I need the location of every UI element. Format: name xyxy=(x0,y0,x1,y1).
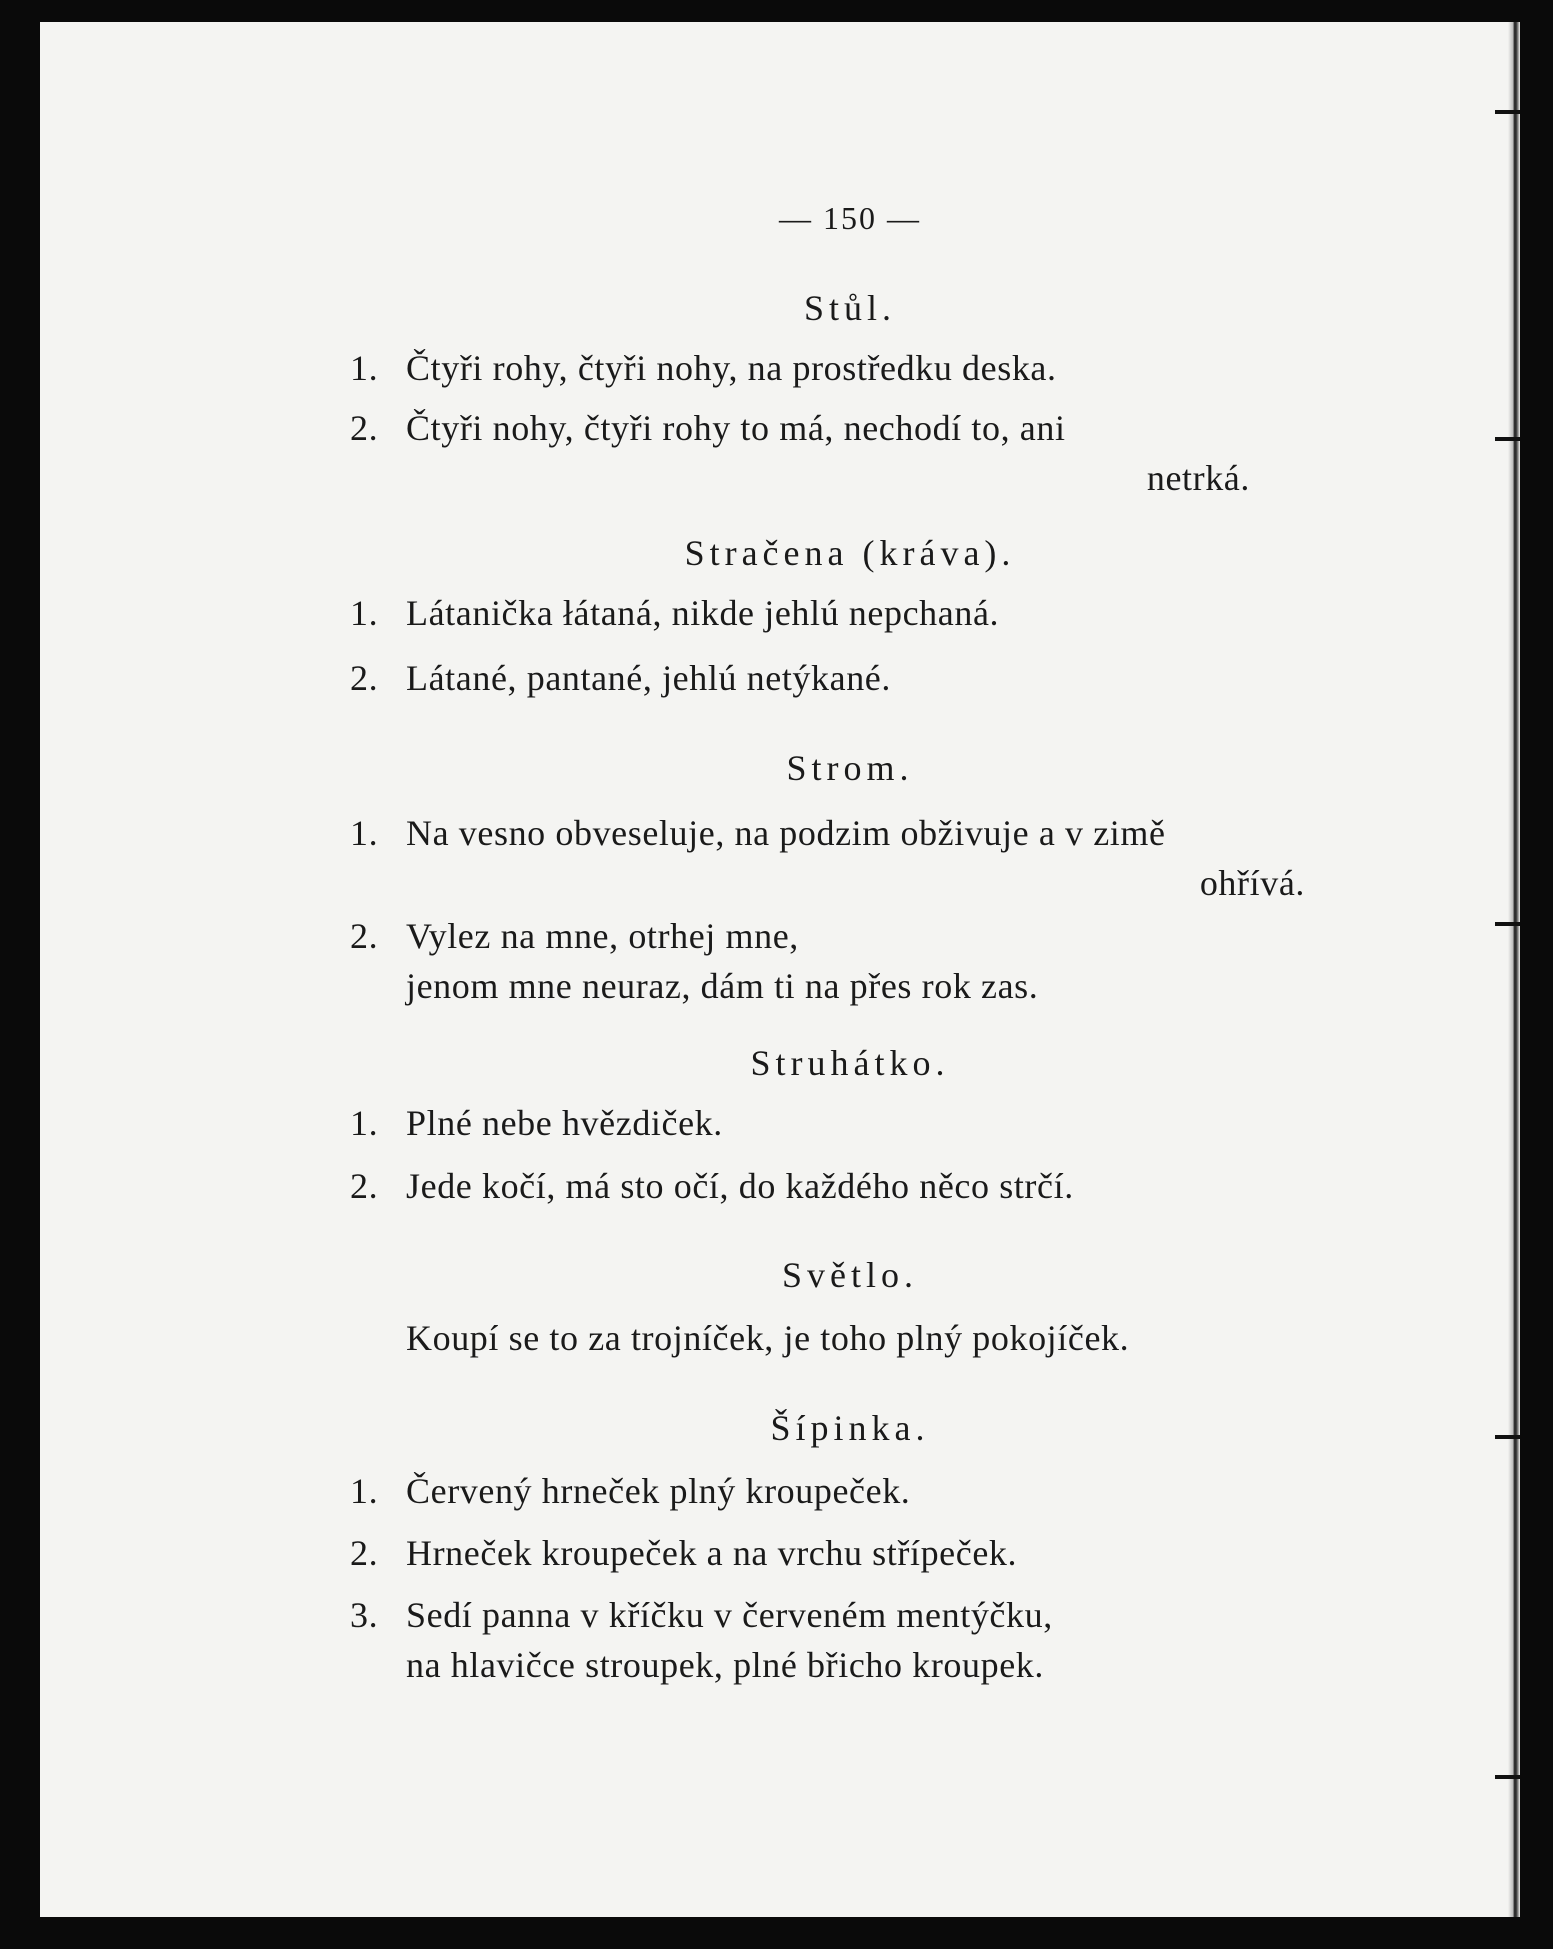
item-number: 1. xyxy=(350,348,379,388)
riddle-item xyxy=(40,1470,1520,1520)
riddle-item xyxy=(40,1317,1520,1367)
item-number: 1. xyxy=(350,813,379,853)
item-text: Sedí panna v kříčku v červeném mentýčku, xyxy=(406,1595,1053,1635)
item-number: 3. xyxy=(350,1595,379,1635)
page-number: — 150 — xyxy=(779,200,921,236)
item-number: 2. xyxy=(350,408,379,448)
section-heading-stul: Stůl. xyxy=(803,288,897,328)
book-page xyxy=(40,22,1520,1917)
riddle-item xyxy=(40,592,1520,642)
riddle-continuation xyxy=(40,862,1520,912)
section-heading-svetlo: Světlo. xyxy=(781,1255,918,1295)
item-text: Na vesno obveseluje, na podzim obživuje a v zimě xyxy=(406,813,1166,853)
item-text-continuation: na hlavičce stroupek, plné břicho kroupek. xyxy=(406,1645,1044,1685)
item-text: Plné nebe hvězdiček. xyxy=(406,1103,723,1143)
item-number: 1. xyxy=(350,1103,379,1143)
riddle-item xyxy=(40,1532,1520,1582)
item-number: 2. xyxy=(350,1533,379,1573)
item-text: Koupí se to za trojníček, je toho plný pokojíček. xyxy=(406,1318,1130,1358)
riddle-item xyxy=(40,1165,1520,1215)
item-text-continuation: ohřívá. xyxy=(1199,863,1305,903)
riddle-item xyxy=(40,407,1520,457)
page-content xyxy=(40,22,1520,1917)
item-text: Čtyři rohy, čtyři nohy, na prostředku deska. xyxy=(406,348,1057,388)
item-number: 2. xyxy=(350,916,379,956)
item-text-continuation: jenom mne neuraz, dám ti na přes rok zas. xyxy=(406,966,1039,1006)
item-text-continuation: netrká. xyxy=(1146,458,1250,498)
riddle-item xyxy=(40,915,1520,965)
riddle-continuation xyxy=(40,965,1520,1015)
item-text: Vylez na mne, otrhej mne, xyxy=(406,916,799,956)
item-text: Látané, pantané, jehlú netýkané. xyxy=(406,658,891,698)
item-number: 2. xyxy=(350,658,379,698)
riddle-item xyxy=(40,1594,1520,1644)
section-heading-stracena: Stračena (kráva). xyxy=(684,533,1016,573)
riddle-item xyxy=(40,1102,1520,1152)
item-text: Červený hrneček plný kroupeček. xyxy=(406,1471,911,1511)
riddle-item xyxy=(40,812,1520,862)
section-heading-strom: Strom. xyxy=(786,748,914,788)
item-text: Látanička łátaná, nikde jehlú nepchaná. xyxy=(406,593,1000,633)
item-number: 1. xyxy=(350,593,379,633)
section-heading-struhatko: Struhátko. xyxy=(750,1043,950,1083)
riddle-continuation xyxy=(40,1644,1520,1694)
item-number: 2. xyxy=(350,1166,379,1206)
item-text: Jede kočí, má sto očí, do každého něco strčí. xyxy=(406,1166,1074,1206)
item-text: Čtyři nohy, čtyři rohy to má, nechodí to, ani xyxy=(406,408,1066,448)
riddle-continuation xyxy=(40,457,1520,507)
section-heading-sipinka: Šípinka. xyxy=(770,1408,930,1448)
riddle-item xyxy=(40,347,1520,397)
item-text: Hrneček kroupeček a na vrchu střípeček. xyxy=(406,1533,1018,1573)
item-number: 1. xyxy=(350,1471,379,1511)
riddle-item xyxy=(40,657,1520,707)
